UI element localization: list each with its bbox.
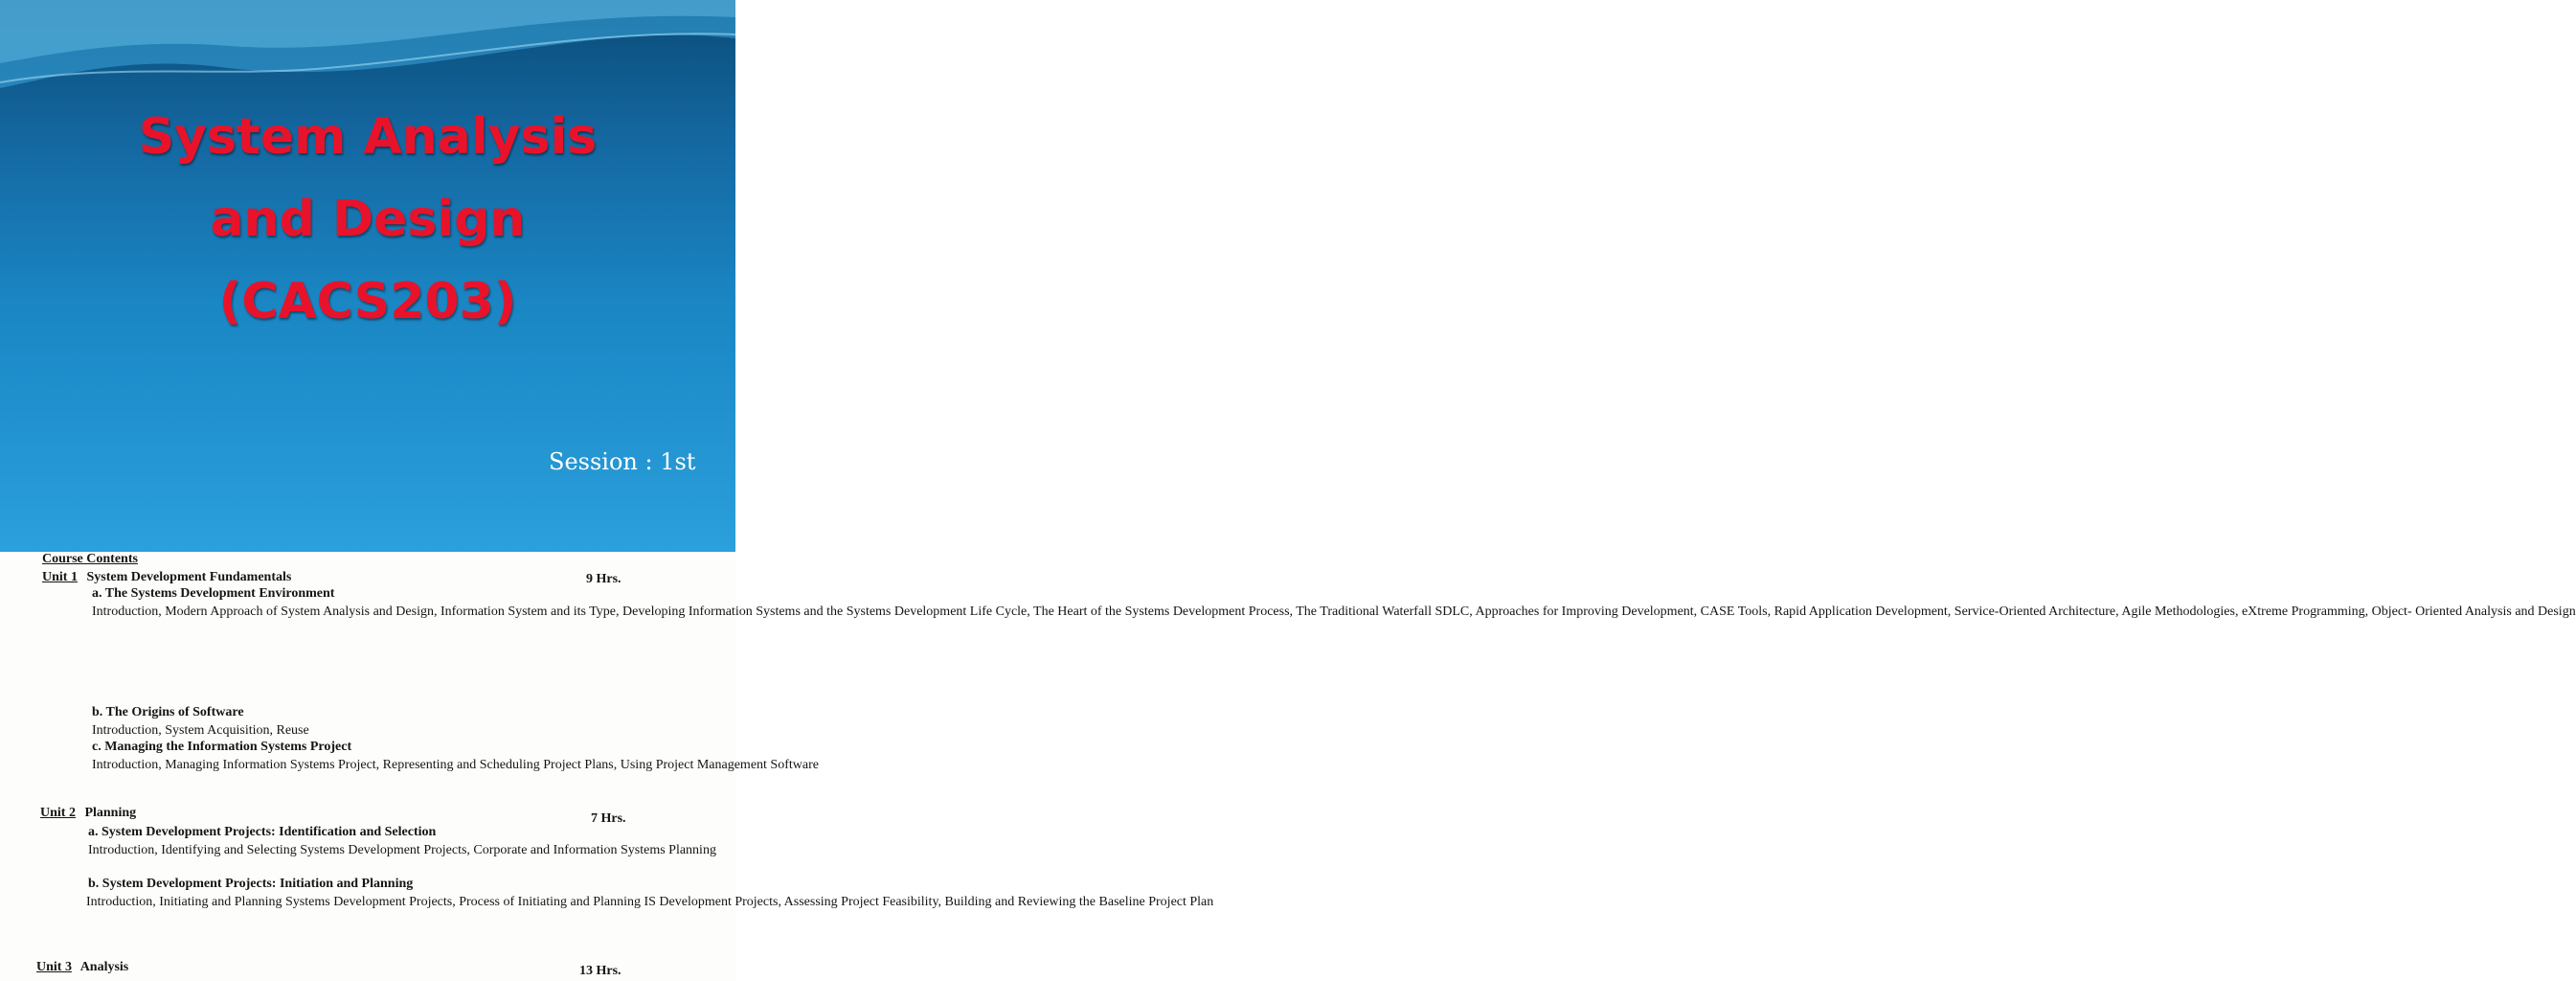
wave-decoration [0, 0, 735, 91]
unit-2-hours: 7 Hrs. [591, 811, 626, 826]
unit-1-section-c-heading: c. Managing the Information Systems Project [92, 740, 352, 754]
unit-2-section-b-text: Introduction, Initiating and Planning Systems Development Projects, Process of Initiating and Planning IS Development Projects, Assessing Project Feasibility, Building and Reviewing the Baseline Project Plan [86, 895, 1214, 909]
session-label: Session : 1st [549, 448, 696, 475]
unit-1-section-b-heading: b. The Origins of Software [92, 705, 244, 719]
unit-2-header [40, 806, 136, 821]
title-line-3: (CACS203) [218, 273, 517, 331]
unit-1-label: Unit 1 [42, 570, 78, 584]
unit-1-header [42, 570, 291, 585]
unit-1-hours: 9 Hrs. [586, 572, 621, 586]
unit-1-section-a-heading: a. The Systems Development Environment [92, 586, 335, 601]
unit-2-label: Unit 2 [40, 806, 76, 820]
unit-1-section-a-text: Introduction, Modern Approach of System Analysis and Design, Information System and its Type, Developing Information Systems and the Systems Development Life Cycle, The Heart of the Systems Development Process, The Traditional Waterfall SDLC, Approaches for Improving Development, CASE Tools, Rapid Application Development, Service-Oriented Architecture, Agile Methodologies, eXtreme Programming, Object- Oriented Analysis and Design [92, 605, 2576, 619]
unit-2-section-b-heading: b. System Development Projects: Initiation and Planning [88, 877, 414, 891]
title-line-2: and Design [210, 191, 526, 248]
unit-1-title: System Development Fundamentals [86, 570, 292, 584]
unit-3-label: Unit 3 [36, 960, 72, 974]
unit-3-header [36, 960, 128, 975]
title-line-1: System Analysis [138, 108, 598, 166]
unit-2-section-a-text: Introduction, Identifying and Selecting Systems Development Projects, Corporate and Information Systems Planning [88, 843, 716, 857]
unit-3-title: Analysis [79, 960, 129, 974]
course-contents-heading: Course Contents [42, 552, 138, 566]
unit-2-title: Planning [84, 806, 137, 820]
unit-3-hours: 13 Hrs. [579, 964, 621, 978]
unit-2-section-a-heading: a. System Development Projects: Identification and Selection [88, 825, 437, 839]
unit-1-section-c-text: Introduction, Managing Information Systems Project, Representing and Scheduling Project Plans, Using Project Management Software [92, 758, 819, 772]
slide-title [0, 96, 735, 343]
unit-1-section-b-text: Introduction, System Acquisition, Reuse [92, 723, 309, 738]
title-slide [0, 0, 735, 552]
course-contents-scan [0, 552, 2576, 981]
